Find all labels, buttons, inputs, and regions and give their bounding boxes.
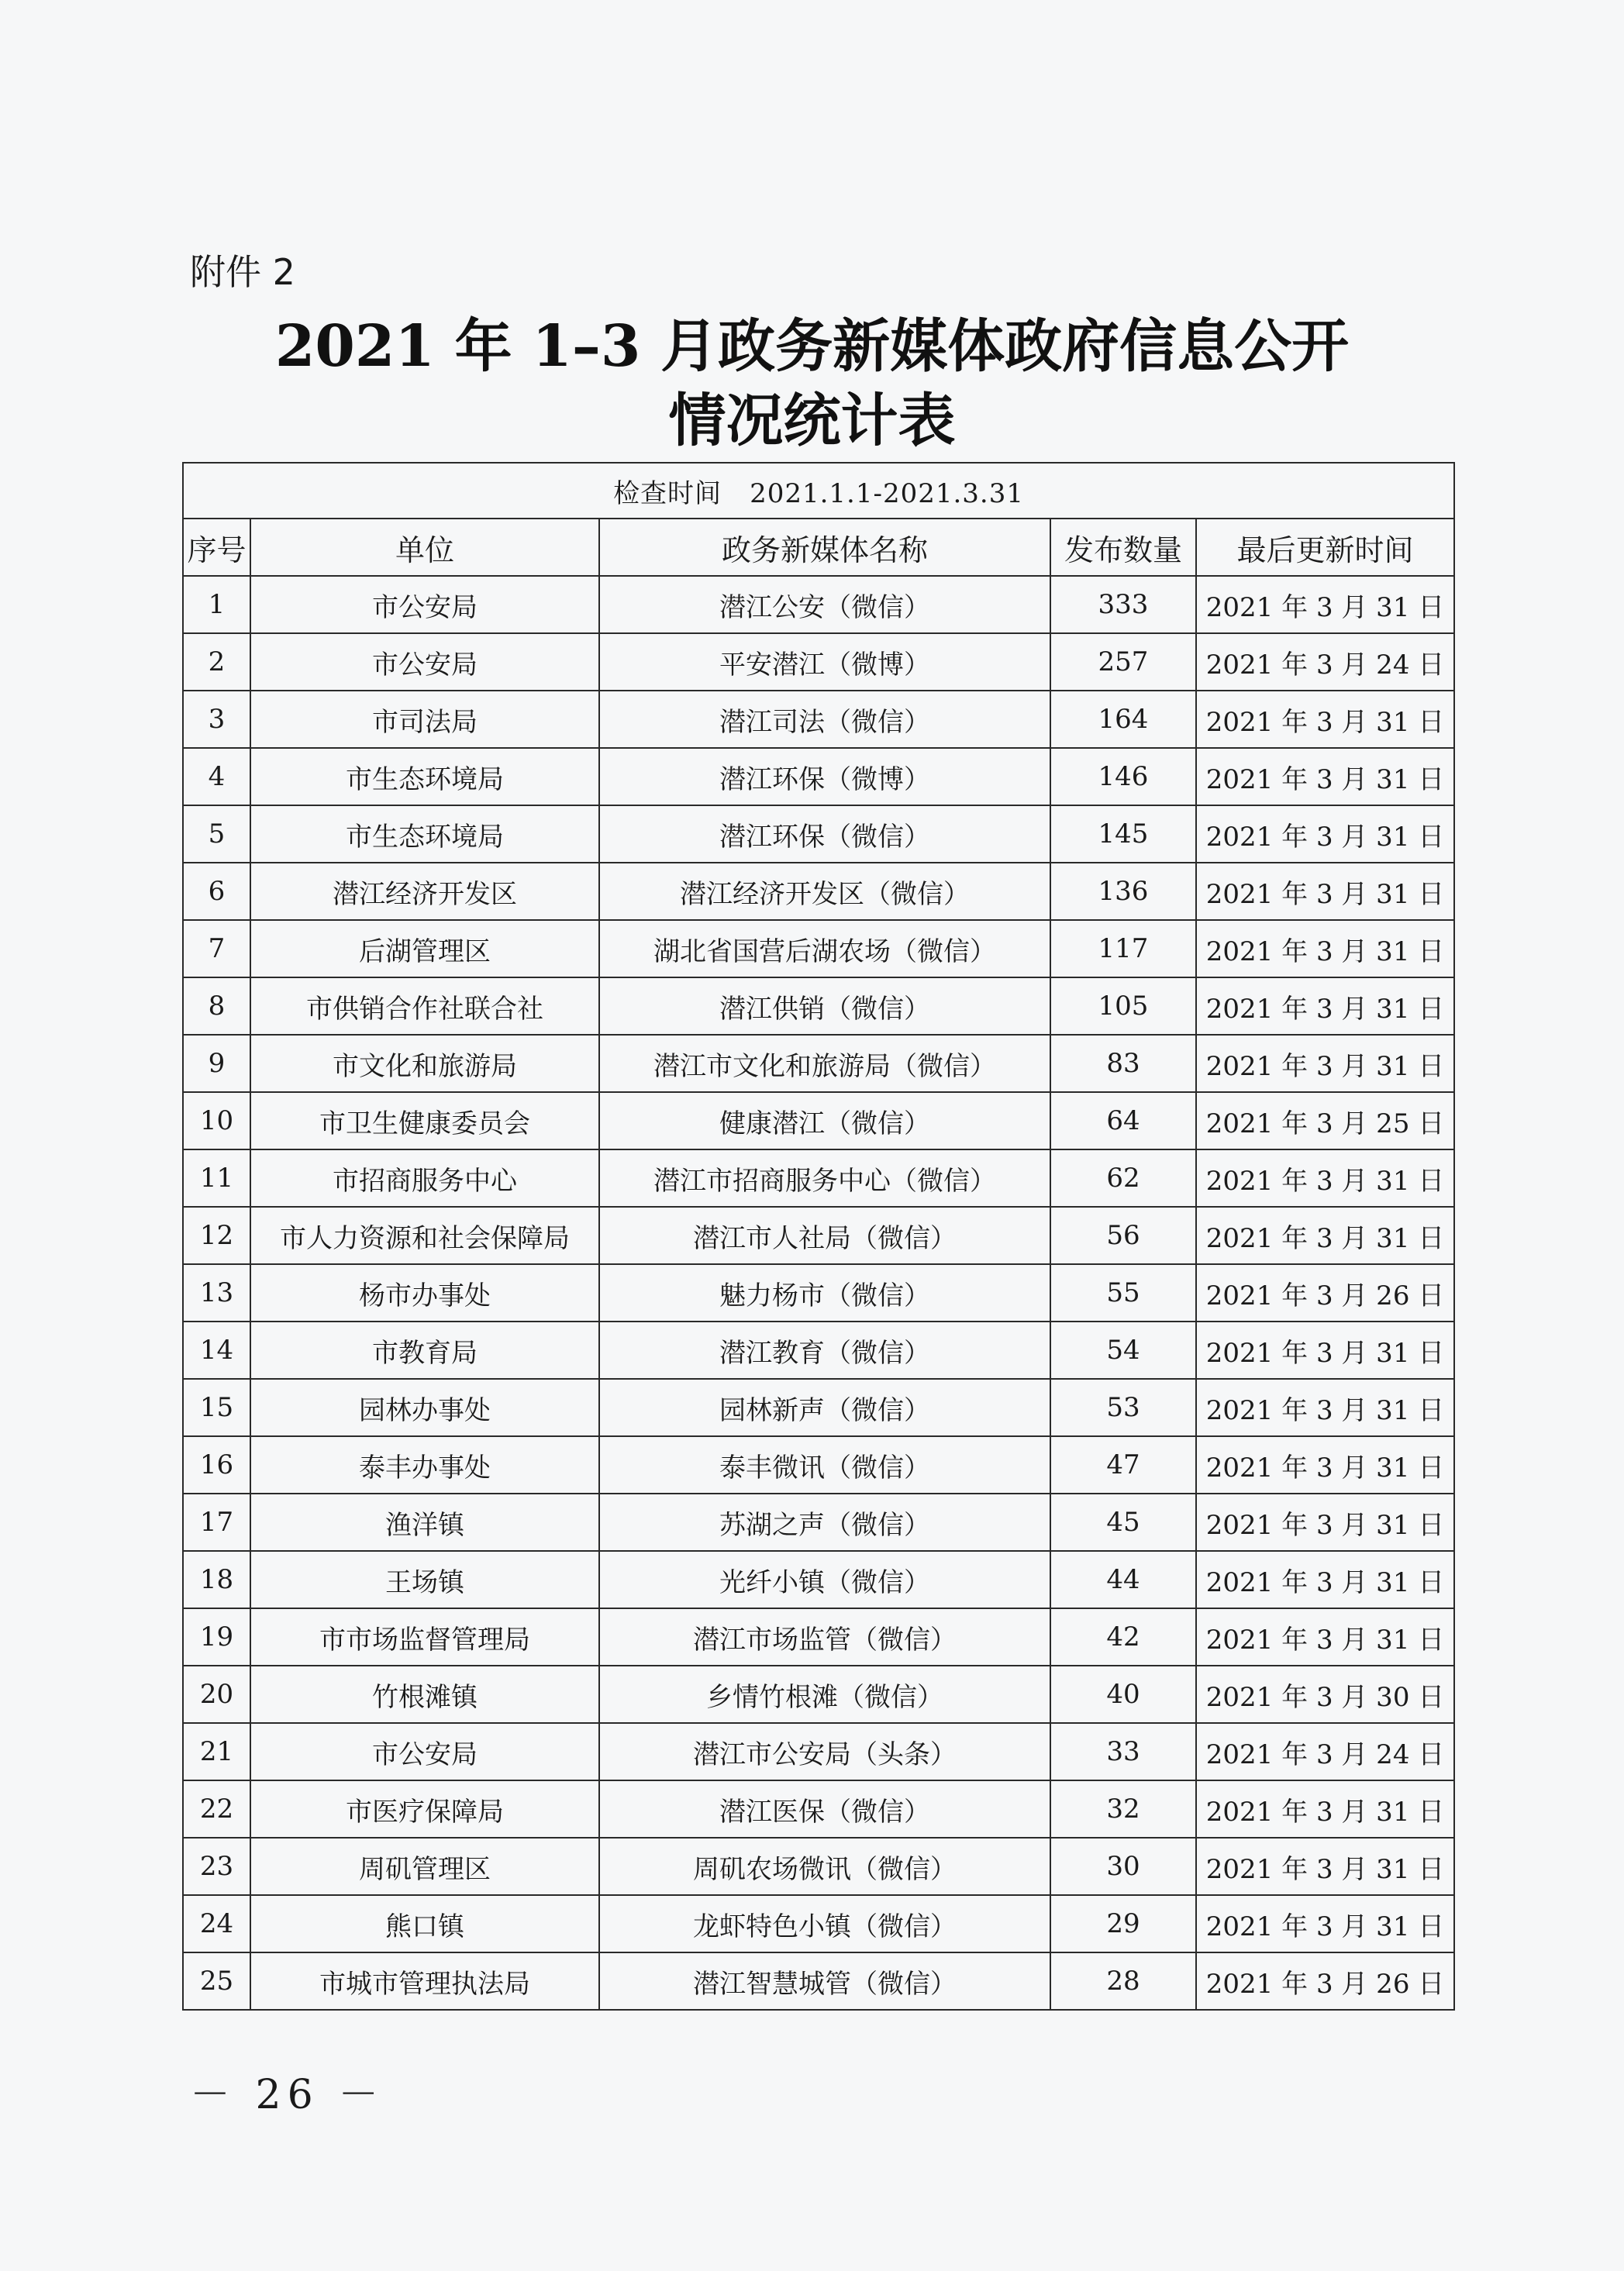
row-index: 5 <box>183 805 250 863</box>
row-last-update: 2021 年 3 月 31 日 <box>1196 1608 1454 1666</box>
table-row <box>183 1264 1454 1322</box>
row-publish-count: 30 <box>1050 1838 1196 1895</box>
table-row <box>183 920 1454 977</box>
row-unit: 泰丰办事处 <box>250 1436 599 1494</box>
row-unit: 王场镇 <box>250 1551 599 1608</box>
row-index: 17 <box>183 1494 250 1551</box>
row-media-name: 潜江公安（微信） <box>599 576 1050 633</box>
row-publish-count: 64 <box>1050 1092 1196 1149</box>
row-media-name: 潜江经济开发区（微信） <box>599 863 1050 920</box>
row-index: 25 <box>183 1952 250 2010</box>
row-index: 8 <box>183 977 250 1035</box>
table-row <box>183 863 1454 920</box>
row-index: 2 <box>183 633 250 691</box>
row-index: 10 <box>183 1092 250 1149</box>
page-number: － 26 － <box>190 2072 385 2118</box>
row-publish-count: 28 <box>1050 1952 1196 2010</box>
row-media-name: 光纤小镇（微信） <box>599 1551 1050 1608</box>
row-unit: 市人力资源和社会保障局 <box>250 1207 599 1264</box>
page-title-line-1: 2021 年 1–3 月政务新媒体政府信息公开 <box>274 313 1350 380</box>
header-last-update: 最后更新时间 <box>1196 519 1454 576</box>
row-publish-count: 44 <box>1050 1551 1196 1608</box>
row-publish-count: 146 <box>1050 748 1196 805</box>
table-row <box>183 1780 1454 1838</box>
row-publish-count: 33 <box>1050 1723 1196 1780</box>
attachment-label: 附件 2 <box>190 251 295 293</box>
header-publish-count: 发布数量 <box>1050 519 1196 576</box>
row-index: 12 <box>183 1207 250 1264</box>
row-unit: 周矶管理区 <box>250 1838 599 1895</box>
row-media-name: 乡情竹根滩（微信） <box>599 1666 1050 1723</box>
row-last-update: 2021 年 3 月 31 日 <box>1196 863 1454 920</box>
row-index: 7 <box>183 920 250 977</box>
row-publish-count: 42 <box>1050 1608 1196 1666</box>
row-last-update: 2021 年 3 月 26 日 <box>1196 1952 1454 2010</box>
table-row <box>183 1838 1454 1895</box>
row-last-update: 2021 年 3 月 31 日 <box>1196 1035 1454 1092</box>
row-index: 3 <box>183 691 250 748</box>
row-last-update: 2021 年 3 月 31 日 <box>1196 1551 1454 1608</box>
table-row <box>183 1149 1454 1207</box>
page-title-line-2: 情况统计表 <box>668 388 956 454</box>
row-index: 16 <box>183 1436 250 1494</box>
row-unit: 杨市办事处 <box>250 1264 599 1322</box>
row-unit: 市生态环境局 <box>250 805 599 863</box>
table-row <box>183 1035 1454 1092</box>
row-media-name: 潜江环保（微博） <box>599 748 1050 805</box>
row-index: 1 <box>183 576 250 633</box>
row-last-update: 2021 年 3 月 31 日 <box>1196 1895 1454 1952</box>
row-unit: 园林办事处 <box>250 1379 599 1436</box>
row-unit: 市卫生健康委员会 <box>250 1092 599 1149</box>
row-last-update: 2021 年 3 月 31 日 <box>1196 977 1454 1035</box>
row-last-update: 2021 年 3 月 31 日 <box>1196 1149 1454 1207</box>
row-unit: 潜江经济开发区 <box>250 863 599 920</box>
row-media-name: 潜江市招商服务中心（微信） <box>599 1149 1050 1207</box>
header-row <box>183 519 1454 576</box>
row-unit: 市公安局 <box>250 633 599 691</box>
table-row <box>183 805 1454 863</box>
row-media-name: 健康潜江（微信） <box>599 1092 1050 1149</box>
row-unit: 市教育局 <box>250 1322 599 1379</box>
row-publish-count: 105 <box>1050 977 1196 1035</box>
header-index: 序号 <box>183 519 250 576</box>
check-time-label: 检查时间 <box>613 477 722 509</box>
table-row <box>183 1608 1454 1666</box>
row-media-name: 泰丰微讯（微信） <box>599 1436 1050 1494</box>
row-last-update: 2021 年 3 月 31 日 <box>1196 748 1454 805</box>
row-publish-count: 47 <box>1050 1436 1196 1494</box>
row-last-update: 2021 年 3 月 24 日 <box>1196 1723 1454 1780</box>
row-unit: 竹根滩镇 <box>250 1666 599 1723</box>
row-publish-count: 56 <box>1050 1207 1196 1264</box>
row-media-name: 平安潜江（微博） <box>599 633 1050 691</box>
row-index: 23 <box>183 1838 250 1895</box>
row-publish-count: 62 <box>1050 1149 1196 1207</box>
row-last-update: 2021 年 3 月 31 日 <box>1196 1322 1454 1379</box>
row-last-update: 2021 年 3 月 25 日 <box>1196 1092 1454 1149</box>
row-last-update: 2021 年 3 月 31 日 <box>1196 691 1454 748</box>
row-unit: 市城市管理执法局 <box>250 1952 599 2010</box>
row-media-name: 潜江市人社局（微信） <box>599 1207 1050 1264</box>
row-publish-count: 32 <box>1050 1780 1196 1838</box>
row-index: 6 <box>183 863 250 920</box>
row-index: 19 <box>183 1608 250 1666</box>
row-last-update: 2021 年 3 月 31 日 <box>1196 1780 1454 1838</box>
table-row <box>183 1723 1454 1780</box>
check-time-value: 2021.1.1-2021.3.31 <box>750 477 1024 509</box>
row-index: 11 <box>183 1149 250 1207</box>
row-index: 4 <box>183 748 250 805</box>
row-index: 18 <box>183 1551 250 1608</box>
row-publish-count: 45 <box>1050 1494 1196 1551</box>
row-media-name: 周矶农场微讯（微信） <box>599 1838 1050 1895</box>
row-last-update: 2021 年 3 月 31 日 <box>1196 805 1454 863</box>
row-media-name: 潜江供销（微信） <box>599 977 1050 1035</box>
row-index: 13 <box>183 1264 250 1322</box>
row-media-name: 潜江市公安局（头条） <box>599 1723 1050 1780</box>
table-row <box>183 1322 1454 1379</box>
row-publish-count: 145 <box>1050 805 1196 863</box>
row-index: 9 <box>183 1035 250 1092</box>
row-unit: 市司法局 <box>250 691 599 748</box>
row-last-update: 2021 年 3 月 30 日 <box>1196 1666 1454 1723</box>
statistics-table <box>182 462 1455 2011</box>
row-unit: 市供销合作社联合社 <box>250 977 599 1035</box>
table-row <box>183 576 1454 633</box>
table-row <box>183 977 1454 1035</box>
row-publish-count: 53 <box>1050 1379 1196 1436</box>
row-index: 14 <box>183 1322 250 1379</box>
row-publish-count: 83 <box>1050 1035 1196 1092</box>
row-last-update: 2021 年 3 月 31 日 <box>1196 920 1454 977</box>
row-unit: 后湖管理区 <box>250 920 599 977</box>
row-publish-count: 333 <box>1050 576 1196 633</box>
table-row <box>183 748 1454 805</box>
row-media-name: 潜江医保（微信） <box>599 1780 1050 1838</box>
row-media-name: 潜江司法（微信） <box>599 691 1050 748</box>
row-publish-count: 257 <box>1050 633 1196 691</box>
row-unit: 市医疗保障局 <box>250 1780 599 1838</box>
row-last-update: 2021 年 3 月 31 日 <box>1196 1838 1454 1895</box>
table-row <box>183 1436 1454 1494</box>
row-index: 15 <box>183 1379 250 1436</box>
row-unit: 市市场监督管理局 <box>250 1608 599 1666</box>
row-publish-count: 117 <box>1050 920 1196 977</box>
row-last-update: 2021 年 3 月 26 日 <box>1196 1264 1454 1322</box>
row-publish-count: 164 <box>1050 691 1196 748</box>
row-media-name: 园林新声（微信） <box>599 1379 1050 1436</box>
table-row <box>183 1952 1454 2010</box>
table-row <box>183 1666 1454 1723</box>
table-row <box>183 633 1454 691</box>
row-last-update: 2021 年 3 月 31 日 <box>1196 1494 1454 1551</box>
row-last-update: 2021 年 3 月 31 日 <box>1196 576 1454 633</box>
row-index: 21 <box>183 1723 250 1780</box>
row-index: 22 <box>183 1780 250 1838</box>
row-publish-count: 29 <box>1050 1895 1196 1952</box>
table-row <box>183 1092 1454 1149</box>
row-unit: 渔洋镇 <box>250 1494 599 1551</box>
row-media-name: 潜江教育（微信） <box>599 1322 1050 1379</box>
row-publish-count: 55 <box>1050 1264 1196 1322</box>
row-media-name: 湖北省国营后湖农场（微信） <box>599 920 1050 977</box>
row-unit: 市公安局 <box>250 576 599 633</box>
check-time-cell <box>183 463 1454 519</box>
row-unit: 市公安局 <box>250 1723 599 1780</box>
row-last-update: 2021 年 3 月 31 日 <box>1196 1207 1454 1264</box>
header-media-name: 政务新媒体名称 <box>599 519 1050 576</box>
row-index: 24 <box>183 1895 250 1952</box>
check-time-row <box>183 463 1454 519</box>
row-media-name: 苏湖之声（微信） <box>599 1494 1050 1551</box>
table-row <box>183 1207 1454 1264</box>
row-last-update: 2021 年 3 月 24 日 <box>1196 633 1454 691</box>
row-media-name: 龙虾特色小镇（微信） <box>599 1895 1050 1952</box>
row-last-update: 2021 年 3 月 31 日 <box>1196 1379 1454 1436</box>
row-unit: 市生态环境局 <box>250 748 599 805</box>
row-last-update: 2021 年 3 月 31 日 <box>1196 1436 1454 1494</box>
table-row <box>183 1551 1454 1608</box>
header-unit: 单位 <box>250 519 599 576</box>
table-row <box>183 691 1454 748</box>
row-unit: 熊口镇 <box>250 1895 599 1952</box>
row-media-name: 潜江智慧城管（微信） <box>599 1952 1050 2010</box>
table-row <box>183 1379 1454 1436</box>
row-media-name: 魅力杨市（微信） <box>599 1264 1050 1322</box>
row-media-name: 潜江市文化和旅游局（微信） <box>599 1035 1050 1092</box>
row-publish-count: 40 <box>1050 1666 1196 1723</box>
table-row <box>183 1494 1454 1551</box>
row-unit: 市招商服务中心 <box>250 1149 599 1207</box>
row-publish-count: 136 <box>1050 863 1196 920</box>
row-index: 20 <box>183 1666 250 1723</box>
table-row <box>183 1895 1454 1952</box>
row-media-name: 潜江市场监管（微信） <box>599 1608 1050 1666</box>
row-publish-count: 54 <box>1050 1322 1196 1379</box>
row-unit: 市文化和旅游局 <box>250 1035 599 1092</box>
row-media-name: 潜江环保（微信） <box>599 805 1050 863</box>
